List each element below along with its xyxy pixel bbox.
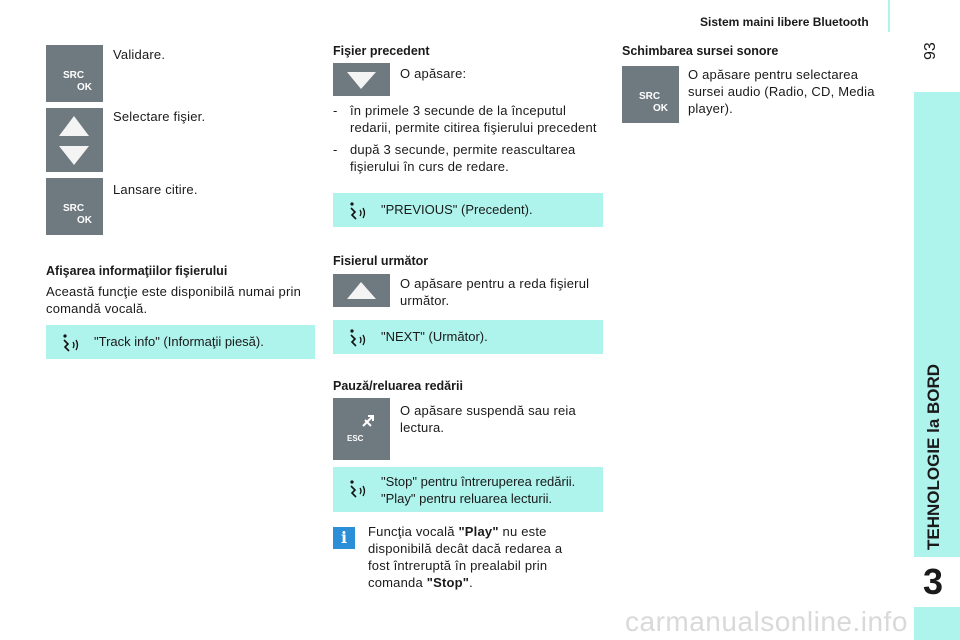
- voice-track-box: [46, 325, 315, 359]
- press-text: O apăsare:: [400, 66, 467, 81]
- voice-play-text: "Play" pentru reluarea lecturii.: [381, 491, 553, 506]
- esc-label: ESC: [347, 434, 364, 443]
- voice-next-text: "NEXT" (Următor).: [381, 329, 488, 344]
- header-rule: [888, 0, 890, 32]
- chapter-number: 3: [923, 561, 944, 602]
- next-heading: Fisierul următor: [333, 254, 429, 268]
- svg-text:SRC: SRC: [639, 91, 661, 102]
- svg-text:SRC: SRC: [63, 203, 85, 214]
- svg-text:OK: OK: [77, 215, 92, 226]
- pause-heading: Pauză/reluarea redării: [333, 379, 463, 393]
- select-file-text: Selectare fişier.: [113, 109, 206, 124]
- voice-next-box: [333, 320, 603, 354]
- voice-prev-text: "PREVIOUS" (Precedent).: [381, 202, 533, 217]
- bullet1-text: în primele 3 secunde de la începutul redarii, permite citirea fişierului precedent: [350, 103, 597, 135]
- next-desc: O apăsare pentru a reda fişierul următor.: [400, 276, 590, 308]
- voice-icon: [347, 201, 367, 223]
- source-heading: Schimbarea sursei sonore: [622, 44, 779, 58]
- info-desc: Această funcţie este disponibilă numai prin comandă vocală.: [46, 284, 302, 316]
- info-note: Funcţia vocală "Play" nu este disponibilă decât dacă redarea a fost întreruptă în prealabil prin comanda "Stop".: [368, 524, 563, 590]
- voice-prev-box: [333, 193, 603, 227]
- esc-button: [333, 398, 390, 460]
- voice-stop-box: [333, 467, 603, 512]
- page-number: 93: [922, 42, 939, 60]
- info-heading: Afişarea informaţiilor fişierului: [46, 264, 228, 278]
- bullet2-dash: -: [333, 142, 338, 157]
- svg-text:SRC: SRC: [63, 70, 85, 81]
- pause-desc: O apăsare suspendă sau reia lectura.: [400, 403, 576, 435]
- chapter-label: TEHNOLOGIE la BORD: [924, 363, 943, 550]
- source-desc: O apăsare pentru selectarea sursei audio (Radio, CD, Media player).: [688, 67, 875, 116]
- bullet1-dash: -: [333, 103, 338, 118]
- voice-stop-text: "Stop" pentru întreruperea redării.: [381, 474, 576, 489]
- watermark: carmanualsonline.info: [625, 606, 908, 637]
- header-title: Sistem maini libere Bluetooth: [700, 15, 869, 29]
- svg-text:OK: OK: [77, 82, 92, 93]
- validate-text: Validare.: [113, 47, 166, 62]
- prev-heading: Fişier precedent: [333, 44, 430, 58]
- start-playback-text: Lansare citire.: [113, 182, 198, 197]
- voice-icon: [347, 328, 367, 350]
- voice-icon: [347, 479, 367, 501]
- svg-text:OK: OK: [653, 103, 668, 114]
- voice-icon: [60, 333, 80, 355]
- info-icon: i: [333, 527, 355, 549]
- src-ok-button-2: [46, 178, 103, 235]
- up-button: [333, 274, 390, 307]
- down-button: [333, 63, 390, 96]
- src-ok-button: [46, 45, 103, 102]
- up-down-buttons: [46, 108, 103, 172]
- voice-track-text: "Track info" (Informaţii piesă).: [94, 334, 264, 349]
- src-ok-button-3: [622, 66, 679, 123]
- bullet2-text: după 3 secunde, permite reascultarea fişierului în curs de redare.: [350, 142, 576, 174]
